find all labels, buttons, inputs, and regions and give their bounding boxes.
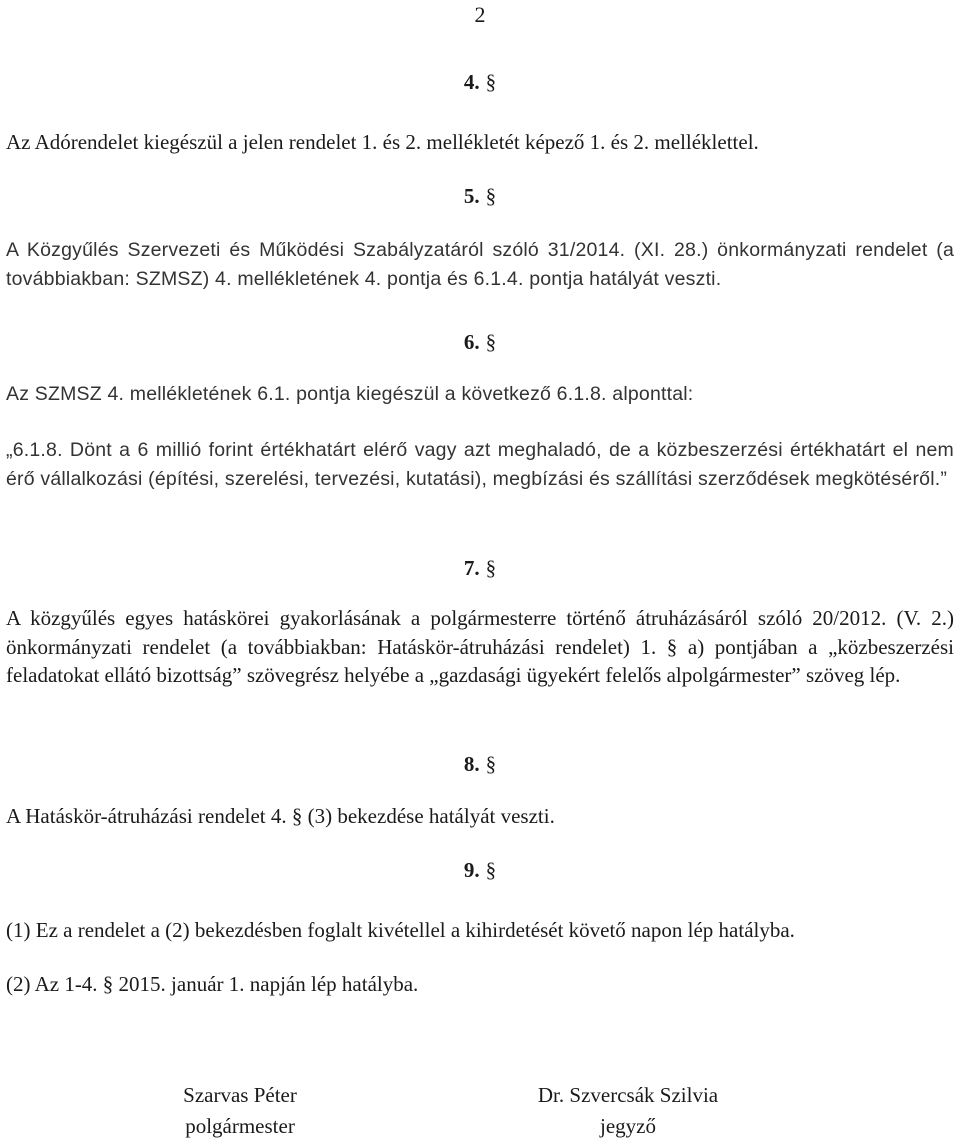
section-6-quote: „6.1.8. Dönt a 6 millió forint értékhatárt elérő vagy azt meghaladó, de a közbeszerzési értékhatárt el nem érő vállalkozási (építési, szerelési, tervezési, kutatási), megbízási és szállítási szerződések megkötéséről.” [6, 439, 954, 490]
section-7-paragraph: A közgyűlés egyes hatáskörei gyakorlásának a polgármesterre történő átruházásáról szóló 20/2012. (V. 2.) önkormányzati rendelet (a továbbiakban: Hatáskör-átruházási rendelet) 1. § a) pontjában a „közbeszerzési feladatokat ellátó bizottság” szövegrész helyébe a „gazdasági ügyekért felelős alpolgármester” szöveg lép. [6, 606, 954, 687]
signature-name: Szarvas Péter [183, 1083, 297, 1107]
section-8-paragraph: A Hatáskör-átruházási rendelet 4. § (3) bekezdése hatályát veszti. [6, 804, 555, 828]
section-4-paragraph: Az Adórendelet kiegészül a jelen rendelet 1. és 2. mellékletét képező 1. és 2. melléklettel. [6, 130, 759, 154]
section-5-paragraph: A Közgyűlés Szervezeti és Működési Szabályzatáról szóló 31/2014. (XI. 28.) önkormányzati rendelet (a továbbiakban: SZMSZ) 4. mellékletének 4. pontja és 6.1.4. pontja hatályát veszti. [6, 239, 954, 290]
section-6-intro: Az SZMSZ 4. mellékletének 6.1. pontja kiegészül a következő 6.1.8. alponttal: [6, 383, 694, 405]
signature-title: jegyző [600, 1114, 656, 1138]
section-9-paragraph-2: (2) Az 1-4. § 2015. január 1. napján lép hatályba. [6, 972, 419, 996]
section-5-heading: 5. § [463, 184, 497, 208]
section-9-heading: 9. § [463, 858, 497, 882]
section-8-heading: 8. § [463, 752, 497, 776]
section-4-heading: 4. § [463, 70, 497, 94]
signature-notary [508, 1080, 748, 1142]
signature-name: Dr. Szvercsák Szilvia [537, 1083, 719, 1107]
signature-mayor [120, 1080, 360, 1142]
section-7-heading: 7. § [463, 556, 497, 580]
signature-title: polgármester [185, 1114, 295, 1138]
section-6-heading: 6. § [463, 330, 497, 354]
section-9-paragraph-1: (1) Ez a rendelet a (2) bekezdésben foglalt kivétellel a kihirdetését követő napon lép hatályba. [6, 918, 795, 942]
page-number: 2 [474, 2, 486, 27]
